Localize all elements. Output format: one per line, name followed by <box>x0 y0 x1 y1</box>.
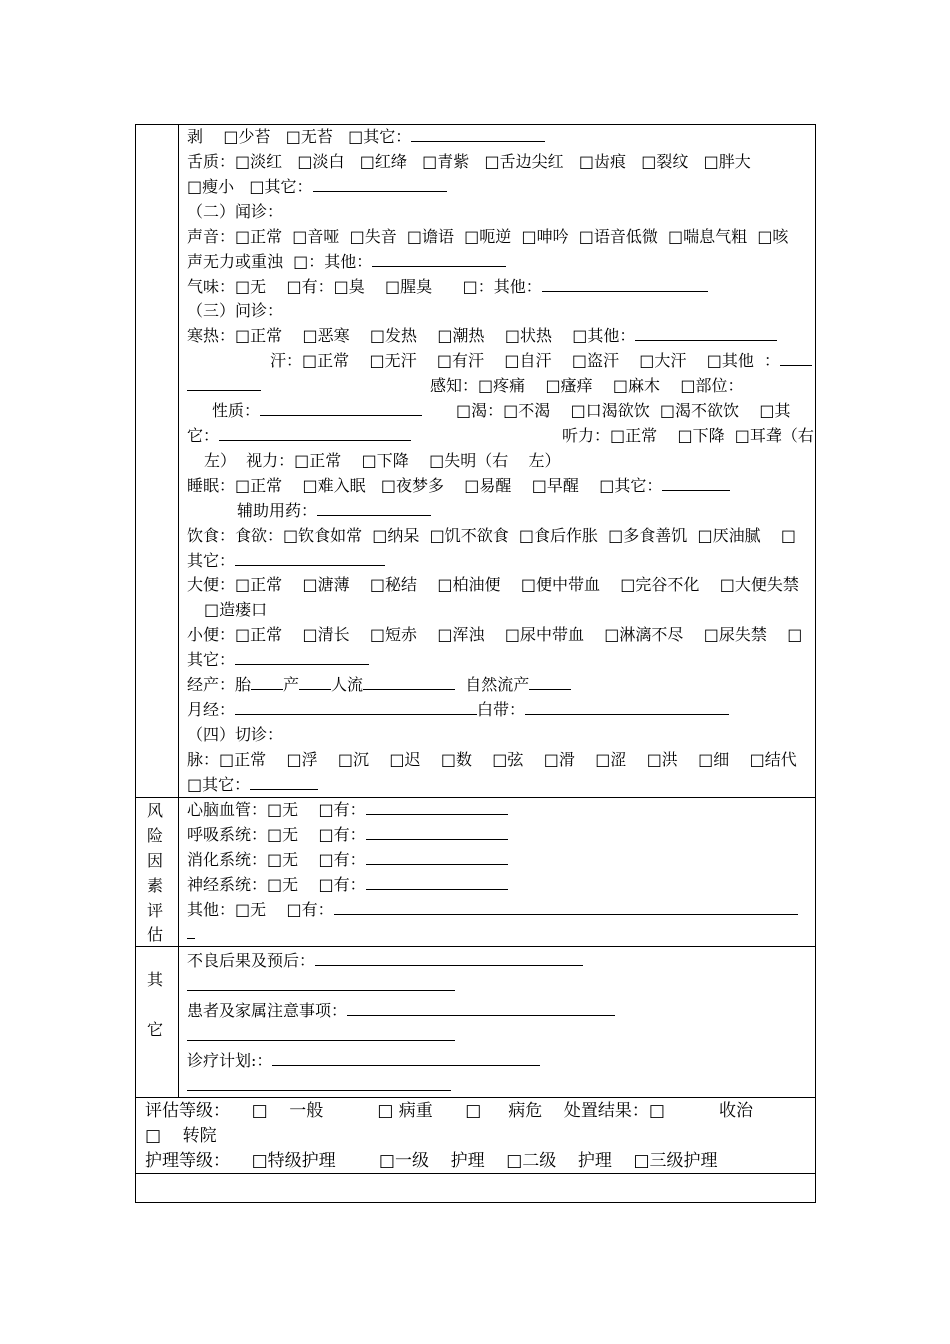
hearing-line: 听力：□正常 □下降 □耳聋（右 <box>562 426 814 445</box>
sleep-line: 睡眠：□正常 □难入眠 □夜梦多 □易醒 □早醒 □其它： <box>187 475 730 497</box>
notes-line: 患者及家属注意事项： <box>187 1000 615 1022</box>
sense-line: 感知：□疼痛 □瘙痒 □麻木 □部位： <box>430 376 744 395</box>
cold-heat-line: 寒热：□正常 □恶寒 □发热 □潮热 □状热 □其他： <box>187 325 777 347</box>
tongue-body-line: 舌质：□淡红 □淡白 □红绛 □青紫 □舌边尖红 □齿痕 □裂纹 □胖大 <box>187 152 751 171</box>
transfer-line: □ 转院 <box>145 1126 217 1146</box>
divider-bottom-row <box>135 1173 816 1174</box>
pulse-line1: 脉：□正常 □浮 □沉 □迟 □数 □弦 □滑 □涩 □洪 □细 □结代 <box>187 750 797 769</box>
diet-line1: 饮食：食欲：□钦食如常 □纳呆 □饥不欲食 □食后作胀 □多食善饥 □厌油腻 □ <box>187 526 797 545</box>
stool-line1: 大便：□正常 □溏薄 □秘结 □柏油便 □便中带血 □完谷不化 □大便失禁 <box>187 575 799 594</box>
voice-line1: 声音：□正常 □音哑 □失音 □谵语 □呃逆 □呻吟 □语音低微 □喘息气粗 □咳 <box>187 227 789 246</box>
thirst-line: □渴：□不渴 □口渴欲饮 □渴不欲饮 □其 <box>456 401 791 420</box>
risk-other-line-cont <box>187 923 195 945</box>
notes-line-cont <box>187 1025 455 1047</box>
listen-heading: （二）闻诊： <box>187 202 284 221</box>
outcome-line: 不良后果及预后： <box>187 950 583 972</box>
risk-neuro-line: 神经系统：□无 □有： <box>187 874 508 896</box>
divider-after-risk <box>135 946 816 947</box>
diet-line2: 其它： <box>187 550 385 572</box>
risk-other-line: 其他：□无 □有： <box>187 899 798 921</box>
urine-line1: 小便：□正常 □清长 □短赤 □浑浊 □尿中带血 □淋漓不尽 □尿失禁 □ <box>187 625 803 644</box>
palp-heading: （四）切诊： <box>187 725 284 744</box>
nursing-level-line: 护理等级： □特级护理 □一级 护理 □二级 护理 □三级护理 <box>145 1151 718 1171</box>
nature-line: 性质： <box>212 400 422 422</box>
label-column-divider <box>178 124 179 1097</box>
sweat-line-cont <box>187 375 261 397</box>
stool-line2: □造瘘口 <box>204 600 268 619</box>
divider-after-other <box>135 1097 816 1098</box>
tongue-coating-line: 剥 □少苔 □无苔 □其它： <box>187 126 545 148</box>
risk-cardio-line: 心脑血管：□无 □有： <box>187 799 508 821</box>
assessment-level-line: 评估等级： □ 一般 □ 病重 □ 病危 处置结果：□ 收治 <box>145 1101 754 1121</box>
voice-line2: 声无力或重浊 □：其他： <box>187 251 506 273</box>
menses-line: 月经： 白带： <box>187 699 729 721</box>
outcome-line-cont <box>187 975 455 997</box>
risk-digest-line: 消化系统：□无 □有： <box>187 849 508 871</box>
divider-after-diagnosis <box>135 797 816 798</box>
pulse-line2: □其它： <box>187 774 318 796</box>
urine-line2: 其它： <box>187 649 369 671</box>
plan-line: 诊疗计划:： <box>187 1050 540 1072</box>
vision-line: 左） 视力：□正常 □下降 □失明（右 左） <box>204 451 561 470</box>
risk-resp-line: 呼吸系统：□无 □有： <box>187 824 508 846</box>
ask-heading: （三）问诊： <box>187 301 284 320</box>
aid-medication-line: 辅助用药： <box>237 500 431 522</box>
other-line: 它： <box>187 425 411 447</box>
plan-line-cont <box>187 1075 451 1097</box>
smell-line: 气味：□无 □有：□臭 □腥臭 □：其他： <box>187 276 708 298</box>
tongue-body-line2: □瘦小 □其它： <box>187 176 447 198</box>
sweat-line: 汗：□正常 □无汗 □有汗 □自汗 □盗汗 □大汗 □其他 ： <box>270 350 812 372</box>
birth-history-line: 经产：胎 产 人流 自然流产 <box>187 674 571 696</box>
